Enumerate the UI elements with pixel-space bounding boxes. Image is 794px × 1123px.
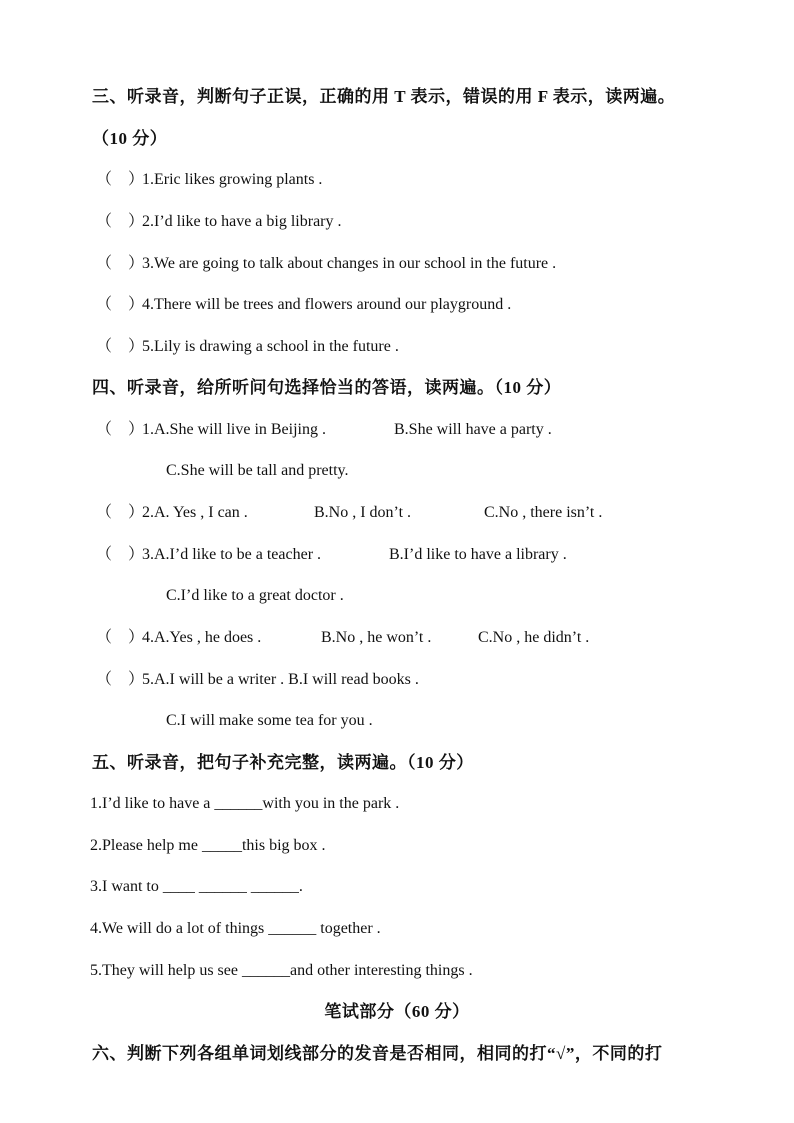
section4-q2	[96, 503, 602, 523]
section4-q4	[96, 628, 589, 648]
answer-paren: （ ）	[96, 421, 145, 438]
option-a: 4.A.Yes , he does .	[142, 629, 262, 646]
section3-item-5	[96, 337, 399, 357]
written-part-title: 笔试部分（60 分）	[324, 1002, 470, 1021]
section3-item-2	[96, 212, 342, 232]
option-a-b: 5.A.I will be a writer . B.I will read books .	[142, 671, 419, 688]
option-a: 2.A. Yes , I can .	[142, 504, 248, 521]
section5-item-1: 1.I’d like to have a ______with you in the park .	[90, 795, 400, 812]
section6-heading: 六、判断下列各组单词划线部分的发音是否相同，相同的打“√”，不同的打	[92, 1044, 663, 1063]
item-text: 1.Eric likes growing plants .	[142, 171, 323, 188]
section3-heading: 三、听录音，判断句子正误，正确的用 T 表示，错误的用 F 表示，读两遍。	[92, 87, 676, 106]
answer-paren: （ ）	[96, 546, 145, 563]
option-b: B.No , I don’t .	[314, 504, 412, 521]
option-c: C.No , there isn’t .	[484, 504, 603, 521]
item-text: 4.There will be trees and flowers around our playground .	[142, 296, 512, 313]
section4-q5-option-c: C.I will make some tea for you .	[166, 712, 373, 729]
item-text: 3.We are going to talk about changes in our school in the future .	[142, 255, 557, 272]
answer-paren: （ ）	[96, 171, 145, 188]
section3-item-3	[96, 254, 556, 274]
section5-heading: 五、听录音，把句子补充完整，读两遍。（10 分）	[92, 753, 474, 772]
answer-paren: （ ）	[96, 255, 145, 272]
section5-item-4: 4.We will do a lot of things ______ together .	[90, 920, 381, 937]
option-b: B.She will have a party .	[394, 421, 552, 438]
section4-q5	[96, 670, 419, 690]
answer-paren: （ ）	[96, 338, 145, 355]
section4-q3	[96, 545, 567, 565]
item-text: 5.Lily is drawing a school in the future .	[142, 338, 399, 355]
section3-score: （10 分）	[92, 129, 168, 148]
answer-paren: （ ）	[96, 671, 145, 688]
answer-paren: （ ）	[96, 504, 145, 521]
section3-item-1	[96, 170, 322, 190]
option-a: 3.A.I’d like to be a teacher .	[142, 546, 322, 563]
option-a: 1.A.She will live in Beijing .	[142, 421, 326, 438]
option-b: B.I’d like to have a library .	[389, 546, 567, 563]
option-b: B.No , he won’t .	[321, 629, 432, 646]
section5-item-2: 2.Please help me _____this big box .	[90, 837, 326, 854]
section4-heading: 四、听录音，给所听问句选择恰当的答语，读两遍。（10 分）	[92, 378, 562, 397]
item-text: 2.I’d like to have a big library .	[142, 213, 342, 230]
answer-paren: （ ）	[96, 296, 145, 313]
option-c: C.No , he didn’t .	[478, 629, 590, 646]
section3-item-4	[96, 295, 511, 315]
answer-paren: （ ）	[96, 213, 145, 230]
section5-item-5: 5.They will help us see ______and other interesting things .	[90, 962, 473, 979]
section4-q1	[96, 420, 552, 440]
answer-paren: （ ）	[96, 629, 145, 646]
section5-item-3: 3.I want to ____ ______ ______.	[90, 878, 303, 895]
section4-q3-option-c: C.I’d like to a great doctor .	[166, 587, 344, 604]
section4-q1-option-c: C.She will be tall and pretty.	[166, 462, 349, 479]
